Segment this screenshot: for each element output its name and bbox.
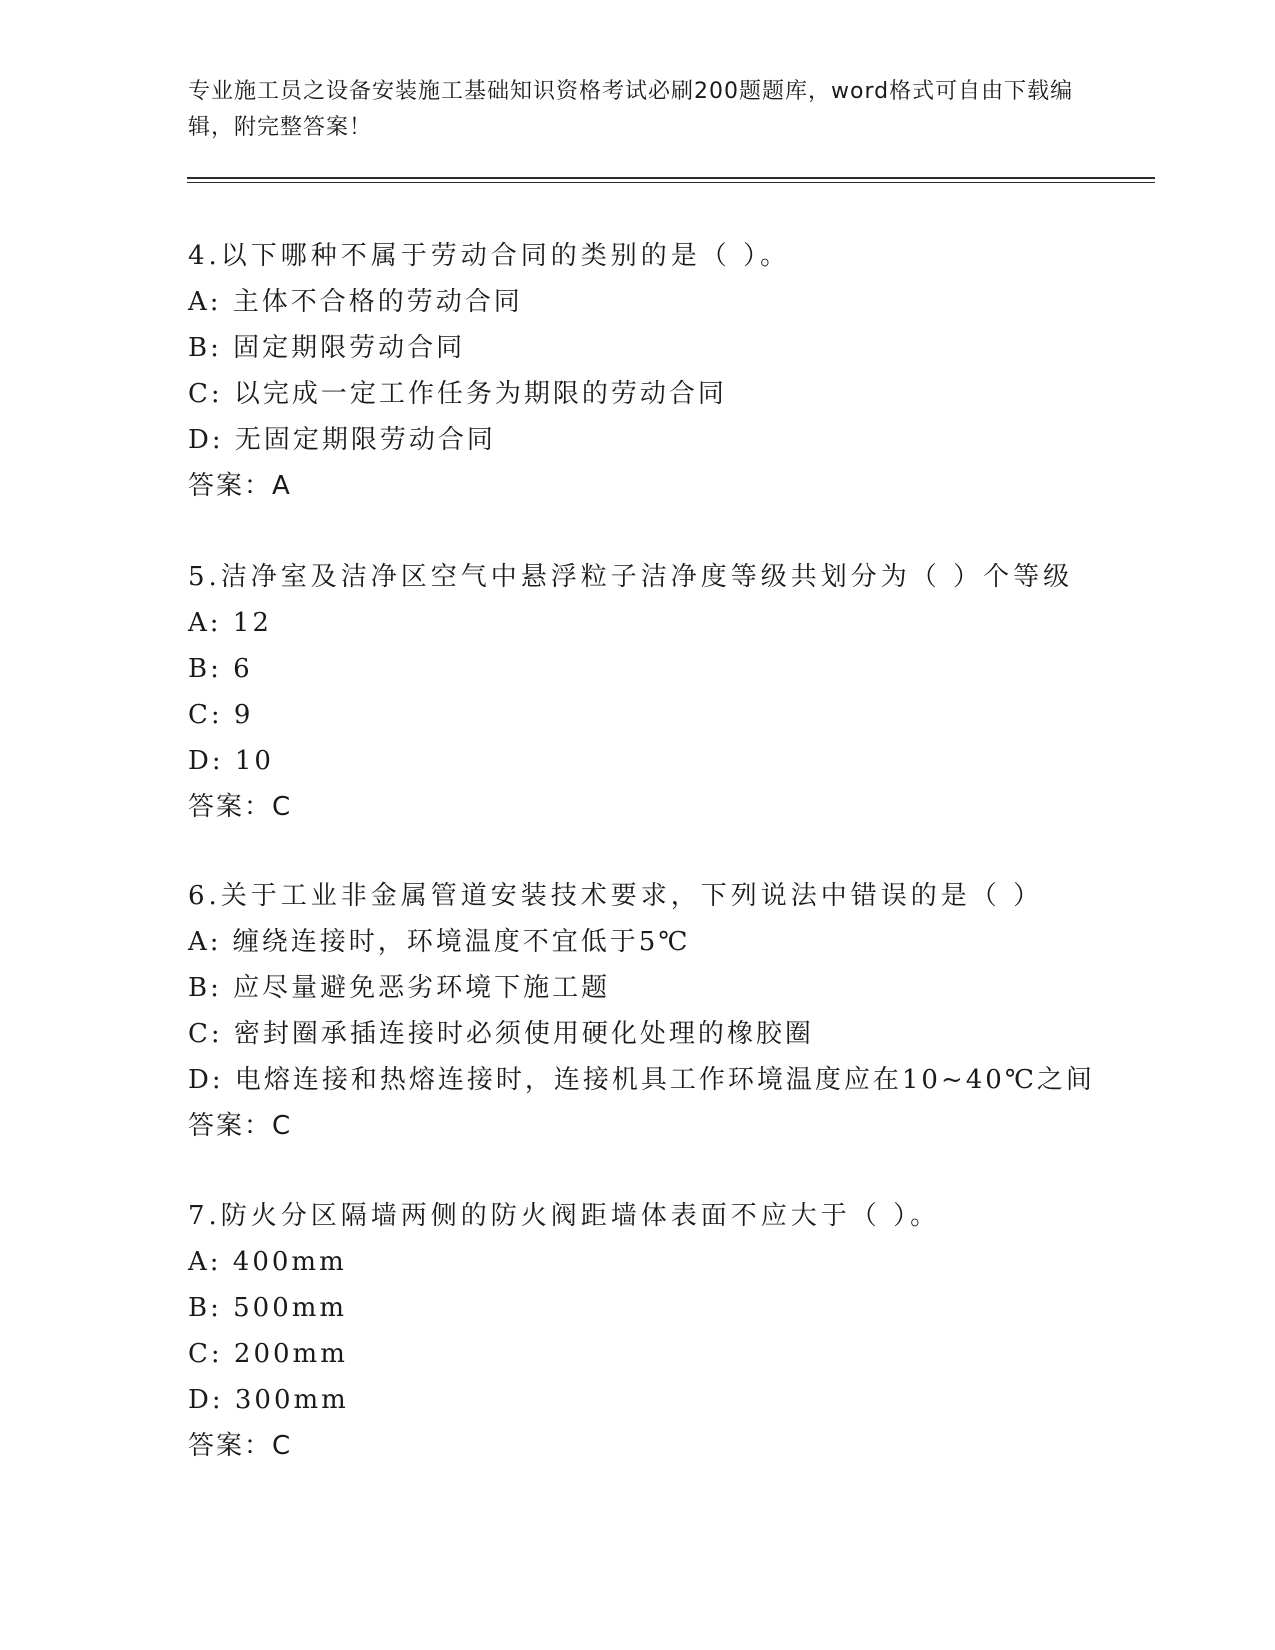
option-d: D: 10 xyxy=(188,746,274,776)
question-5 xyxy=(188,554,1188,830)
answer: 答案：C xyxy=(188,1431,293,1461)
option-d: D: 电熔连接和热熔连接时，连接机具工作环境温度应在10~40℃之间 xyxy=(188,1065,1095,1095)
option-c: C: 以完成一定工作任务为期限的劳动合同 xyxy=(188,379,727,409)
question-4 xyxy=(188,233,1188,509)
question-stem: 5.洁净室及洁净区空气中悬浮粒子洁净度等级共划分为（ ）个等级 xyxy=(188,562,1074,592)
option-b: B: 500mm xyxy=(188,1293,348,1323)
option-c: C: 200mm xyxy=(188,1339,348,1369)
option-a: A: 缠绕连接时，环境温度不宜低于5℃ xyxy=(188,927,691,957)
document-intro: 专业施工员之设备安装施工基础知识资格考试必刷200题题库，word格式可自由下载编辑，附完整答案！ xyxy=(188,79,1074,140)
option-b: B: 6 xyxy=(188,654,253,684)
header-divider-thick xyxy=(187,177,1155,179)
option-d: D: 无固定期限劳动合同 xyxy=(188,425,496,455)
question-stem: 4.以下哪种不属于劳动合同的类别的是（ ）。 xyxy=(188,241,791,271)
option-c: C: 9 xyxy=(188,700,254,730)
option-a: A: 12 xyxy=(188,608,272,638)
question-stem: 6.关于工业非金属管道安装技术要求，下列说法中错误的是（ ） xyxy=(188,881,1044,911)
question-6 xyxy=(188,873,1188,1149)
question-stem: 7.防火分区隔墙两侧的防火阀距墙体表面不应大于（ ）。 xyxy=(188,1201,941,1231)
option-c: C: 密封圈承插连接时必须使用硬化处理的橡胶圈 xyxy=(188,1019,814,1049)
answer: 答案：C xyxy=(188,1111,293,1141)
option-d: D: 300mm xyxy=(188,1385,349,1415)
header-divider-thin xyxy=(187,182,1155,183)
option-b: B: 固定期限劳动合同 xyxy=(188,333,466,363)
option-b: B: 应尽量避免恶劣环境下施工题 xyxy=(188,973,611,1003)
option-a: A: 400mm xyxy=(188,1247,347,1277)
option-a: A: 主体不合格的劳动合同 xyxy=(188,287,523,317)
answer: 答案：C xyxy=(188,792,293,822)
question-7 xyxy=(188,1193,1188,1469)
answer: 答案：A xyxy=(188,471,292,501)
